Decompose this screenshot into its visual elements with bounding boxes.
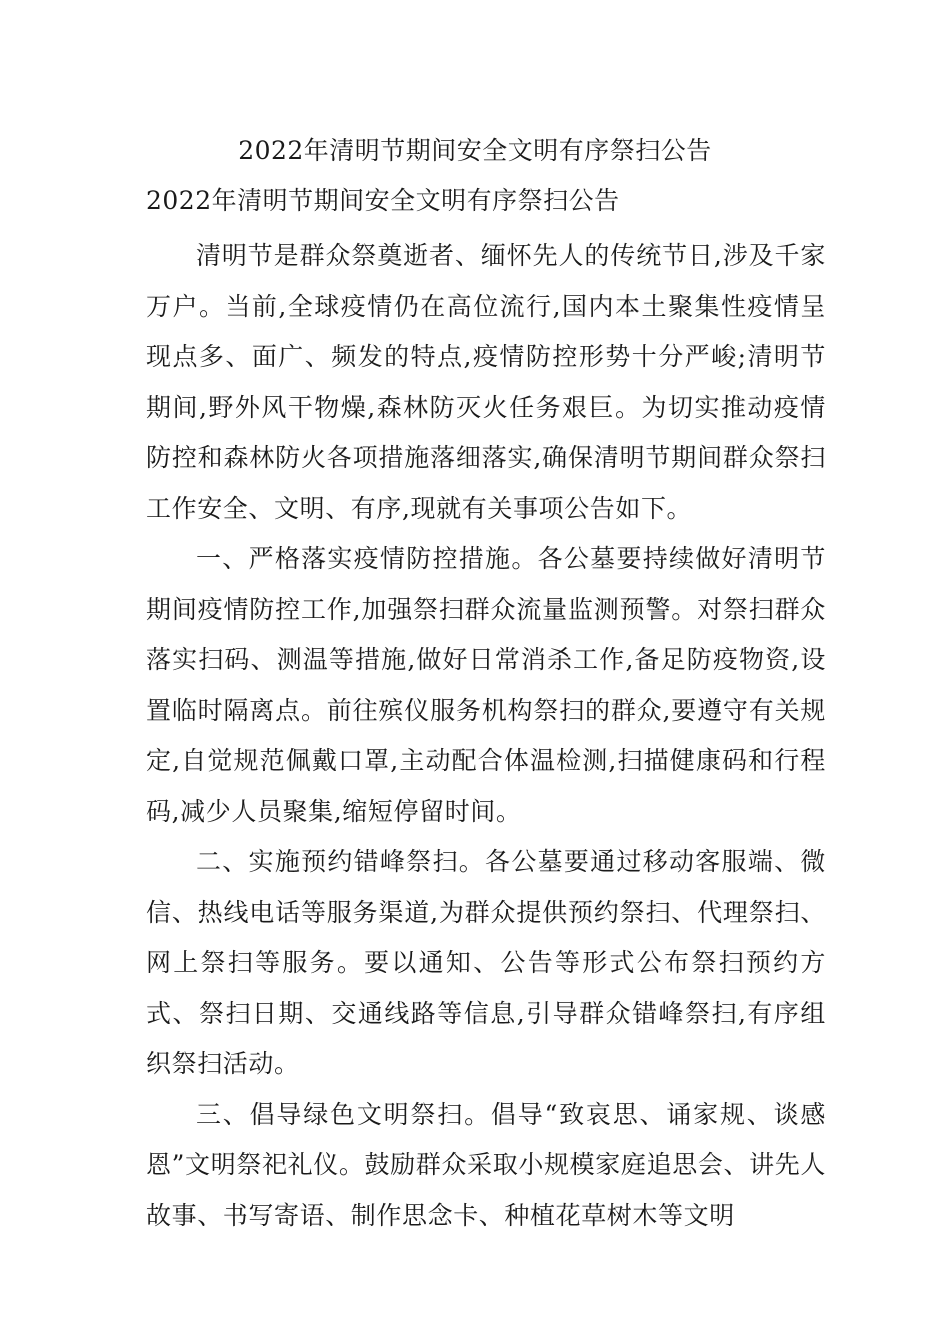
document-title: 2022年清明节期间安全文明有序祭扫公告 <box>238 136 712 165</box>
document-body <box>146 231 826 1241</box>
paragraph-epidemic-control: 一、严格落实疫情防控措施。各公墓要持续做好清明节期间疫情防控工作,加强祭扫群众流量监测预警。对祭扫群众落实扫码、测温等措施,做好日常消杀工作,备足防疫物资,设置临时隔离点。前往殡仪服务机构祭扫的群众,要遵守有关规定,自觉规范佩戴口罩,主动配合体温检测,扫描健康码和行程码,减少人员聚集,缩短停留时间。 <box>146 544 826 826</box>
paragraph-reservation: 二、实施预约错峰祭扫。各公墓要通过移动客服端、微信、热线电话等服务渠道,为群众提供预约祭扫、代理祭扫、网上祭扫等服务。要以通知、公告等形式公布祭扫预约方式、祭扫日期、交通线路等信息,引导群众错峰祭扫,有序组织祭扫活动。 <box>146 847 826 1078</box>
document-subtitle: 2022年清明节期间安全文明有序祭扫公告 <box>146 186 620 215</box>
paragraph-intro: 清明节是群众祭奠逝者、缅怀先人的传统节日,涉及千家万户。当前,全球疫情仍在高位流行,国内本土聚集性疫情呈现点多、面广、频发的特点,疫情防控形势十分严峻;清明节期间,野外风干物燥,森林防灭火任务艰巨。为切实推动疫情防控和森林防火各项措施落细落实,确保清明节期间群众祭扫工作安全、文明、有序,现就有关事项公告如下。 <box>146 241 826 523</box>
paragraph-green-civilized: 三、倡导绿色文明祭扫。倡导“致哀思、诵家规、谈感恩”文明祭祀礼仪。鼓励群众采取小规模家庭追思会、讲先人故事、书写寄语、制作思念卡、种植花草树木等文明 <box>146 1099 826 1230</box>
